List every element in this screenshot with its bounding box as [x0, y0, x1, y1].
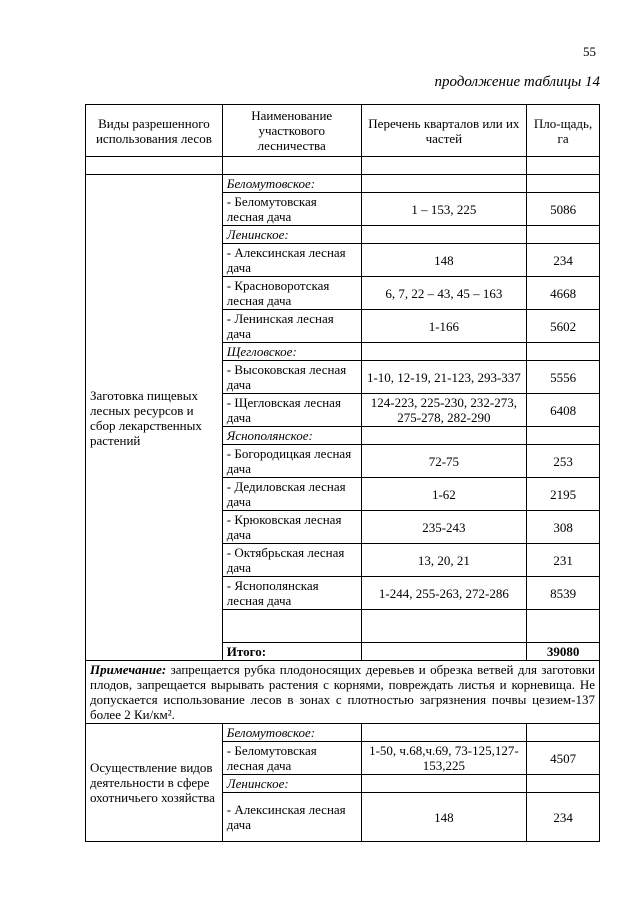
quarters-cell: 1-62	[361, 478, 527, 511]
page-number: 55	[583, 44, 596, 59]
empty-row	[86, 157, 600, 175]
group-name: Беломутовское:	[222, 175, 361, 193]
header-forestry: Наименование участкового лесничества	[222, 105, 361, 157]
forestry-name: - Беломутовская лесная дача	[222, 193, 361, 226]
area-cell: 4507	[527, 742, 600, 775]
quarters-cell: 1-10, 12-19, 21-123, 293-337	[361, 361, 527, 394]
area-cell: 231	[527, 544, 600, 577]
area-cell: 2195	[527, 478, 600, 511]
group-row	[86, 724, 600, 742]
area-cell: 4668	[527, 277, 600, 310]
quarters-cell: 124-223, 225-230, 232-273, 275-278, 282-290	[361, 394, 527, 427]
quarters-cell	[361, 610, 527, 643]
forestry-name: - Щегловская лесная дача	[222, 394, 361, 427]
header-area: Пло-щадь, га	[527, 105, 600, 157]
area-cell	[527, 610, 600, 643]
quarters-cell: 148	[361, 244, 527, 277]
group-row	[86, 175, 600, 193]
group-name: Беломутовское:	[222, 724, 361, 742]
quarters-cell: 1-166	[361, 310, 527, 343]
note-cell	[86, 661, 600, 724]
area-cell: 234	[527, 793, 600, 842]
use-type-cell: Осуществление видов деятельности в сфере охотничьего хозяйства	[86, 724, 223, 842]
quarters-cell: 6, 7, 22 – 43, 45 – 163	[361, 277, 527, 310]
total-value: 39080	[527, 643, 600, 661]
use-type-cell: Заготовка пищевых лесных ресурсов и сбор лекарственных растений	[86, 175, 223, 661]
quarters-cell: 235-243	[361, 511, 527, 544]
quarters-cell: 1 – 153, 225	[361, 193, 527, 226]
group-name: Ленинское:	[222, 775, 361, 793]
forestry-name: - Октябрьская лесная дача	[222, 544, 361, 577]
quarters-cell: 1-50, ч.68,ч.69, 73-125,127-153,225	[361, 742, 527, 775]
forestry-name: - Алексинская лесная дача	[222, 244, 361, 277]
note-label: Примечание:	[90, 662, 167, 677]
header-use-type: Виды разрешенного использования лесов	[86, 105, 223, 157]
note-row	[86, 661, 600, 724]
header-quarters: Перечень кварталов или их частей	[361, 105, 527, 157]
group-name: Ленинское:	[222, 226, 361, 244]
forest-use-table	[85, 104, 600, 842]
forestry-name: - Крюковская лесная дача	[222, 511, 361, 544]
quarters-cell: 13, 20, 21	[361, 544, 527, 577]
group-name: Яснополянское:	[222, 427, 361, 445]
forestry-name: - Красноворотская лесная дача	[222, 277, 361, 310]
forestry-name: - Дедиловская лесная дача	[222, 478, 361, 511]
area-cell: 234	[527, 244, 600, 277]
quarters-cell: 1-244, 255-263, 272-286	[361, 577, 527, 610]
forestry-name: - Высоковская лесная дача	[222, 361, 361, 394]
quarters-cell: 72-75	[361, 445, 527, 478]
area-cell: 5602	[527, 310, 600, 343]
area-cell: 5556	[527, 361, 600, 394]
note-text: запрещается рубка плодоносящих деревьев и обрезка ветвей для заготовки плодов, запрещается вырывать растения с корнями, повреждать листья и корневища. Не допускается использование лесов в зонах с плотностью загрязнения почвы цезием-137 более 2 Ки/км².	[90, 662, 595, 722]
area-cell: 253	[527, 445, 600, 478]
area-cell: 6408	[527, 394, 600, 427]
header-row	[86, 105, 600, 157]
forestry-name: - Беломутовская лесная дача	[222, 742, 361, 775]
forestry-name: - Богородицкая лесная дача	[222, 445, 361, 478]
total-label: Итого:	[222, 643, 361, 661]
area-cell: 8539	[527, 577, 600, 610]
forestry-name: - Ленинская лесная дача	[222, 310, 361, 343]
forestry-name: - Алексинская лесная дача	[222, 793, 361, 842]
forestry-name	[222, 610, 361, 643]
group-name: Щегловское:	[222, 343, 361, 361]
quarters-cell: 148	[361, 793, 527, 842]
table-continuation-caption: продолжение таблицы 14	[434, 74, 600, 90]
area-cell: 5086	[527, 193, 600, 226]
area-cell: 308	[527, 511, 600, 544]
forestry-name: - Яснополянская лесная дача	[222, 577, 361, 610]
